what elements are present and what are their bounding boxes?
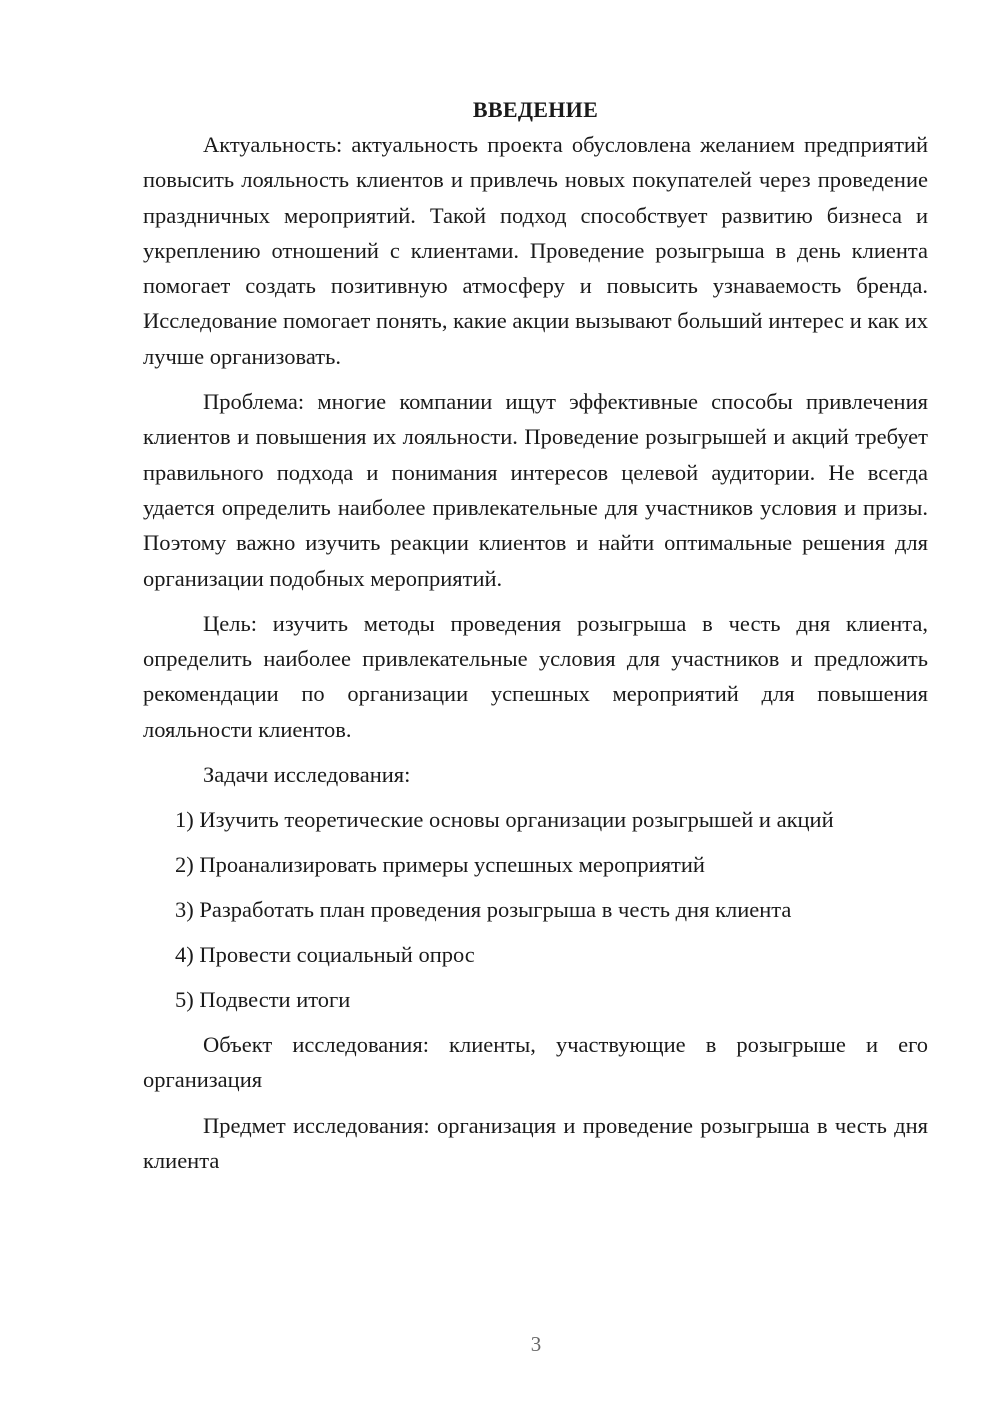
- subject-paragraph: Предмет исследования: организация и проведение розыгрыша в честь дня клиента: [143, 1112, 928, 1173]
- task-item: 2) Проанализировать примеры успешных мероприятий: [175, 852, 705, 878]
- goal-paragraph: Цель: изучить методы проведения розыгрыша в честь дня клиента, определить наиболее привлекательные условия для участников и предложить рекомендации по организации успешных мероприятий для повышения лояльности клиентов.: [143, 610, 928, 742]
- task-item: 4) Провести социальный опрос: [175, 942, 475, 968]
- tasks-title: Задачи исследования:: [203, 762, 411, 788]
- page-title: ВВЕДЕНИЕ: [472, 97, 599, 122]
- object-paragraph: Объект исследования: клиенты, участвующие в розыгрыше и его организация: [143, 1032, 928, 1093]
- document-page: [143, 92, 928, 1188]
- relevance-paragraph: Актуальность: актуальность проекта обусловлена желанием предприятий повысить лояльность клиентов и привлечь новых покупателей через проведение праздничных мероприятий. Такой подход способствует развитию бизнеса и укреплению отношений с клиентами. Проведение розыгрыша в день клиента помогает создать позитивную атмосферу и повысить узнаваемость бренда. Исследование помогает понять, какие акции вызывают больший интерес и как их лучше организовать.: [143, 132, 928, 369]
- task-item: 5) Подвести итоги: [175, 987, 351, 1013]
- task-item: 3) Разработать план проведения розыгрыша в честь дня клиента: [175, 897, 792, 923]
- task-item: 1) Изучить теоретические основы организации розыгрышей и акций: [175, 807, 834, 833]
- problem-paragraph: Проблема: многие компании ищут эффективные способы привлечения клиентов и повышения их лояльности. Проведение розыгрышей и акций требует правильного подхода и понимания интересов целевой аудитории. Не всегда удается определить наиболее привлекательные для участников условия и призы. Поэтому важно изучить реакции клиентов и найти оптимальные решения для организации подобных мероприятий.: [143, 389, 928, 591]
- page-number: 3: [530, 1332, 542, 1356]
